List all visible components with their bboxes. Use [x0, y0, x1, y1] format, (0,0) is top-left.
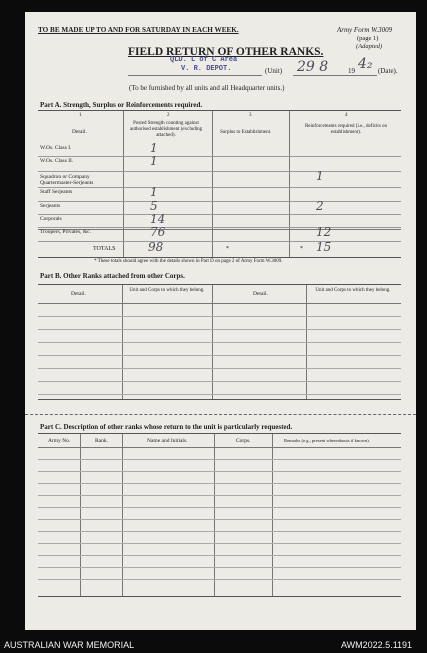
- form-title: FIELD RETURN OF OTHER RANKS.: [128, 46, 324, 58]
- date-underline: [293, 75, 377, 76]
- part-a-row-line: [38, 187, 401, 188]
- top-instruction: TO BE MADE UP TO AND FOR SATURDAY IN EACH WEEK.: [38, 26, 239, 34]
- part-b-ruled-line: [38, 342, 401, 343]
- part-a-row-line: [38, 201, 401, 202]
- part-b-ruled-line: [38, 303, 401, 304]
- part-a-detail-label: Corporals: [40, 216, 62, 222]
- adapted-note: (Adapted): [356, 43, 382, 50]
- reinf-marker: *: [300, 246, 303, 252]
- part-c-ruled-line: [38, 567, 401, 568]
- unit-stamp-line1: QLD. L of C Area: [170, 56, 238, 64]
- part-b-header-detail-1: Detail.: [71, 291, 86, 297]
- part-a-row-line: [38, 227, 401, 228]
- part-b-title: Part B. Other Ranks attached from other Corps.: [40, 272, 185, 280]
- header-posted-strength: Posted Strength counting against authorised establishment (excluding attached).: [129, 121, 203, 138]
- part-a-strength-value: 1: [150, 141, 158, 155]
- part-a-reinf-value: 1: [316, 169, 324, 183]
- part-b-ruled-line: [38, 394, 401, 395]
- part-c-header-remarks: Remarks (e.g., present whereabouts if known).: [284, 438, 370, 443]
- unit-underline: [128, 75, 262, 76]
- part-a-detail-label: Staff Serjeants: [40, 189, 73, 195]
- part-a-detail-label: Troopers, Privates, &c.: [40, 229, 91, 235]
- unit-label: (Unit): [265, 67, 283, 75]
- part-a-row-line: [38, 214, 401, 215]
- footer-credit: AUSTRALIAN WAR MEMORIAL: [4, 640, 135, 650]
- total-reinforcements: 15: [316, 240, 332, 254]
- part-c-ruled-line: [38, 459, 401, 460]
- part-c-ruled-line: [38, 507, 401, 508]
- part-c-ruled-line: [38, 519, 401, 520]
- part-a-row-line: [38, 156, 401, 157]
- army-form-number: Army Form W.3009: [337, 26, 393, 34]
- part-b-header-detail-2: Detail.: [253, 291, 268, 297]
- part-c-ruled-line: [38, 447, 401, 448]
- part-a-strength-value: 14: [150, 212, 166, 226]
- part-a-strength-value: 1: [150, 185, 158, 199]
- part-b-ruled-line: [38, 368, 401, 369]
- part-c-ruled-line: [38, 555, 401, 556]
- part-b-ruled-line: [38, 316, 401, 317]
- part-c-ruled-line: [38, 531, 401, 532]
- part-a-row-line: [38, 171, 401, 172]
- part-c-header-army-no: Army No.: [48, 438, 71, 444]
- part-a-detail-label: Squadron or Company Quartermaster-Serjeants: [40, 174, 94, 186]
- part-a-footnote: * These totals should agree with the details shown in Part D on page 2 of Army Form W.3009.: [94, 259, 283, 264]
- part-a-reinf-value: 12: [316, 225, 332, 239]
- part-b-ruled-line: [38, 355, 401, 356]
- page-number: (page 1): [357, 35, 379, 42]
- handwritten-year: 4₂: [358, 56, 373, 72]
- date-label: (Date).: [378, 67, 398, 75]
- part-b-header-unit-1: Unit and Corps to which they belong.: [129, 288, 205, 293]
- totals-label: TOTALS: [93, 246, 116, 252]
- col-number-3: 3: [249, 113, 252, 118]
- part-a-detail-label: W.Os. Class I.: [40, 145, 72, 151]
- part-c-ruled-line: [38, 483, 401, 484]
- total-strength: 98: [148, 240, 164, 254]
- part-c-ruled-line: [38, 543, 401, 544]
- header-reinforcements: Reinforcements required (i.e., deficits on establishment).: [304, 124, 388, 135]
- part-b-ruled-line: [38, 381, 401, 382]
- part-a-detail-label: Serjeants: [40, 203, 61, 209]
- part-a-strength-value: 76: [150, 225, 166, 239]
- dashed-separator: [25, 414, 416, 415]
- furnish-note: (To be furnished by all units and all Headquarter units.): [129, 84, 285, 92]
- part-a-row-line: [38, 241, 401, 242]
- part-b-ruled-line: [38, 329, 401, 330]
- part-b-header-unit-2: Unit and Corps to which they belong.: [315, 288, 391, 293]
- part-a-detail-label: W.Os. Class II.: [40, 158, 74, 164]
- header-detail: Detail.: [72, 129, 87, 135]
- unit-stamp-line2: V. R. DEPOT.: [181, 65, 232, 73]
- part-c-header-name: Name and Initials.: [147, 438, 188, 444]
- part-c-title: Part C. Description of other ranks whose return to the unit is particularly requested.: [40, 423, 293, 431]
- part-c-header-corps: Corps.: [236, 438, 251, 444]
- total-surplus: *: [226, 246, 229, 252]
- part-a-strength-value: 1: [150, 154, 158, 168]
- part-a-title: Part A. Strength, Surplus or Reinforcements required.: [40, 101, 203, 109]
- part-a-reinf-value: 2: [316, 199, 324, 213]
- col-number-1: 1: [79, 113, 82, 118]
- part-c-ruled-line: [38, 495, 401, 496]
- part-c-header-rank: Rank.: [95, 438, 108, 444]
- header-surplus: Surplus to Establishment.: [220, 130, 272, 135]
- part-c-ruled-line: [38, 471, 401, 472]
- handwritten-date: 29 8: [297, 59, 329, 75]
- col-number-4: 4: [345, 113, 348, 118]
- part-c-ruled-line: [38, 579, 401, 580]
- part-a-strength-value: 5: [150, 199, 158, 213]
- year-prefix: 19: [348, 67, 355, 75]
- footer-accession-number: AWM2022.5.1191: [341, 640, 413, 650]
- col-number-2: 2: [167, 113, 170, 118]
